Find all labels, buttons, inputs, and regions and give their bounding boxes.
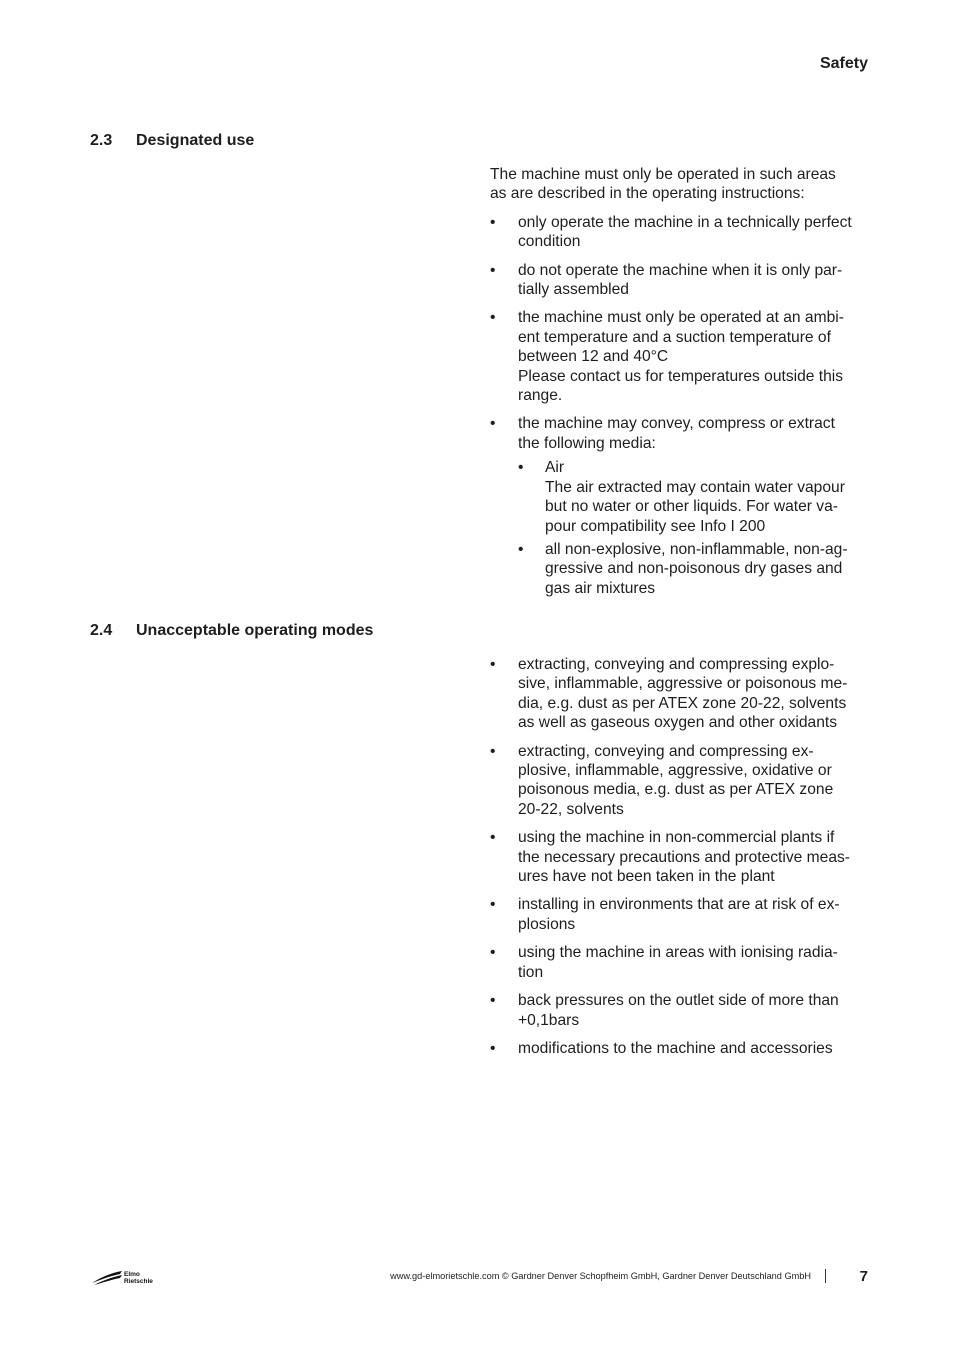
list-item: • do not operate the machine when it is only par- tially assembled [490,261,868,300]
unacceptable-modes-body [490,655,868,1067]
section-title: Unacceptable operating modes [136,622,374,639]
footer-copyright-text: © Gardner Denver Schopfheim GmbH, Gardner Denver Deutschland GmbH [499,1271,811,1281]
list-item: • back pressures on the outlet side of more than +0,1bars [490,991,868,1030]
sub-list-item: • Air The air extracted may contain water vapour but no water or other liquids. For water va- pour compatibility see Info I 200 [518,458,868,536]
media-sub-list [518,458,868,598]
section-heading-unacceptable-modes [90,622,373,640]
list-item: • only operate the machine in a technically perfect condition [490,213,868,252]
list-item: • the machine may convey, compress or extract the following media: • Air The air extracted may contain water vapour but no water or other liquids. For water va- pour compatibility see Info I 200 • all non-explosive, non-inflammable, non-ag- gressive and non-poisonous dry gases and gas air mixtures [490,414,868,598]
intro-paragraph: The machine must only be operated in such areas as are described in the operating instructions: [490,166,836,203]
page-footer [0,1268,954,1288]
unacceptable-modes-list [490,655,868,1058]
list-item: • extracting, conveying and compressing explo- sive, inflammable, aggressive or poisonous me- dia, e.g. dust as per ATEX zone 20-22, solvents as well as gaseous oxygen and other oxidants [490,655,868,733]
logo-text-line-1: Elmo [124,1271,140,1278]
list-item: • using the machine in areas with ionising radia- tion [490,943,868,982]
list-item: • the machine must only be operated at an ambi- ent temperature and a suction temperature of between 12 and 40°C Please contact us for temperatures outside this range. [490,308,868,405]
designated-use-body [490,165,868,607]
section-number: 2.3 [90,132,113,149]
section-heading-designated-use [90,132,254,150]
logo-text-line-2: Rietschle [124,1278,153,1285]
section-number: 2.4 [90,622,113,639]
section-title: Designated use [136,132,255,149]
page-header-title: Safety [819,55,868,72]
designated-use-list [490,213,868,598]
page-number: 7 [859,1268,868,1285]
list-item: • installing in environments that are at risk of ex- plosions [490,895,868,934]
list-item: • using the machine in non-commercial plants if the necessary precautions and protective meas- ures have not been taken in the plant [490,828,868,886]
elmo-rietschle-logo [90,1268,170,1286]
list-item: • modifications to the machine and accessories [490,1039,868,1058]
sub-list-item: • all non-explosive, non-inflammable, non-ag- gressive and non-poisonous dry gases and gas air mixtures [518,540,868,598]
footer-divider [825,1269,826,1283]
list-item: • extracting, conveying and compressing ex- plosive, inflammable, aggressive, oxidative or poisonous media, e.g. dust as per ATEX zone 20-22, solvents [490,742,868,820]
footer-copyright [390,1271,811,1281]
footer-url[interactable]: www.gd-elmorietschle.com [390,1271,500,1281]
